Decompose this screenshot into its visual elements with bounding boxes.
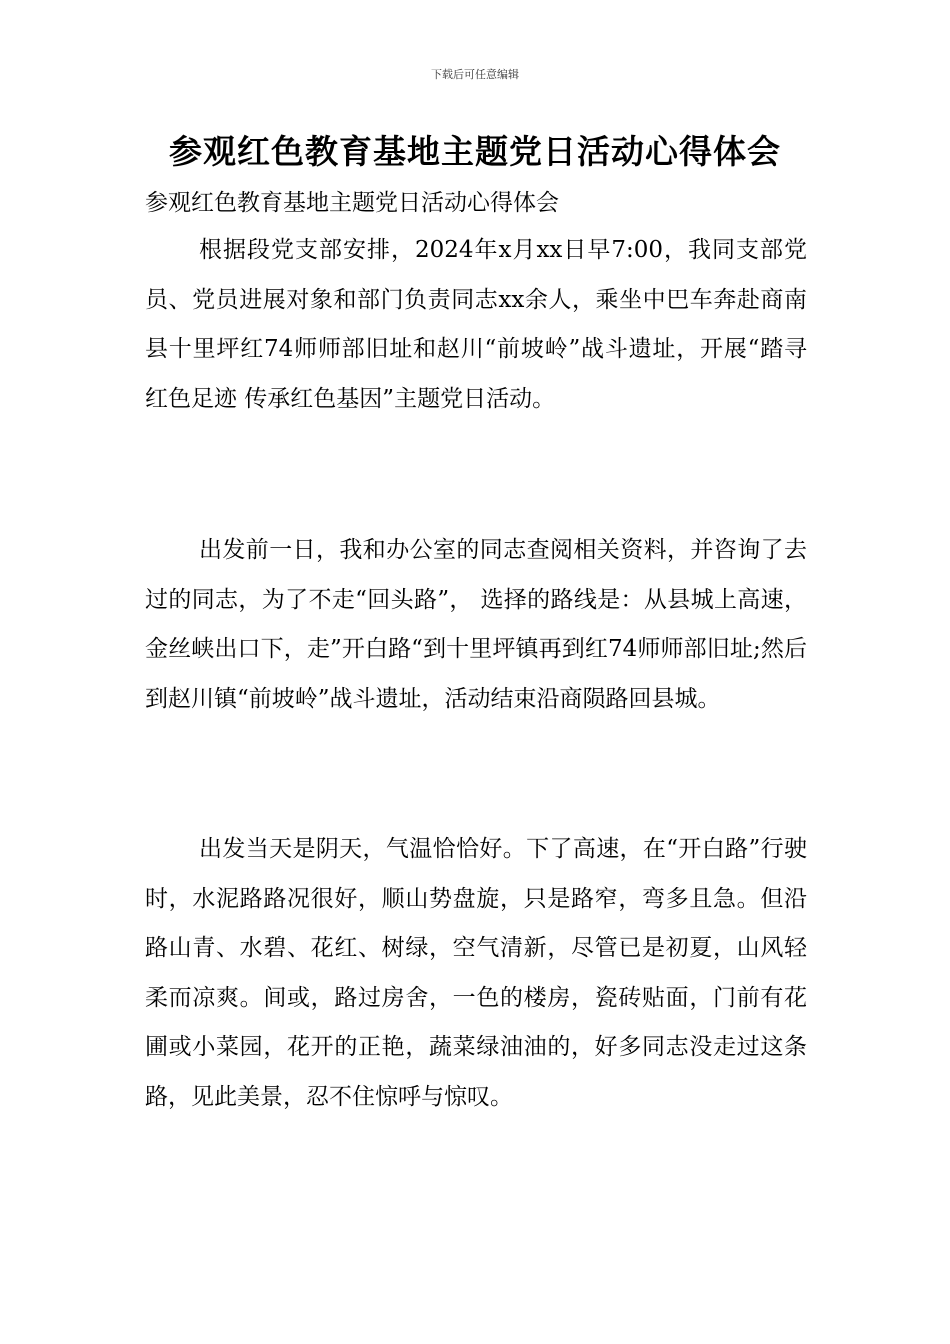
paragraph-1: 根据段党支部安排，2024年x月xx日早7:00，我同支部党员、党员进展对象和部门负责同志xx余人，乘坐中巴车奔赴商南县十里坪红74师师部旧址和赵川“前坡岭”战斗遗址，开展“踏寻红色足迹 传承红色基因”主题党日活动。 bbox=[145, 237, 807, 412]
header-note: 下载后可任意编辑 bbox=[431, 68, 519, 81]
document-title: 参观红色教育基地主题党日活动心得体会 bbox=[169, 132, 781, 171]
document-subtitle: 参观红色教育基地主题党日活动心得体会 bbox=[145, 190, 559, 216]
paragraph-3: 出发当天是阴天，气温恰恰好。下了高速，在“开白路”行驶时，水泥路路况很好，顺山势盘旋，只是路窄，弯多且急。但沿路山青、水碧、花红、树绿，空气清新，尽管已是初夏，山风轻柔而凉爽。间或，路过房舍，一色的楼房，瓷砖贴面，门前有花圃或小菜园，花开的正艳，蔬菜绿油油的，好多同志没走过这条路，见此美景，忍不住惊呼与惊叹。 bbox=[145, 836, 807, 1110]
paragraph-2: 出发前一日，我和办公室的同志查阅相关资料，并咨询了去过的同志，为了不走“回头路”， 选择的路线是：从县城上高速，金丝峡出口下，走”开白路“到十里坪镇再到红74师师部旧址;然后到赵川镇“前坡岭”战斗遗址，活动结束沿商陨路回县城。 bbox=[145, 537, 807, 712]
